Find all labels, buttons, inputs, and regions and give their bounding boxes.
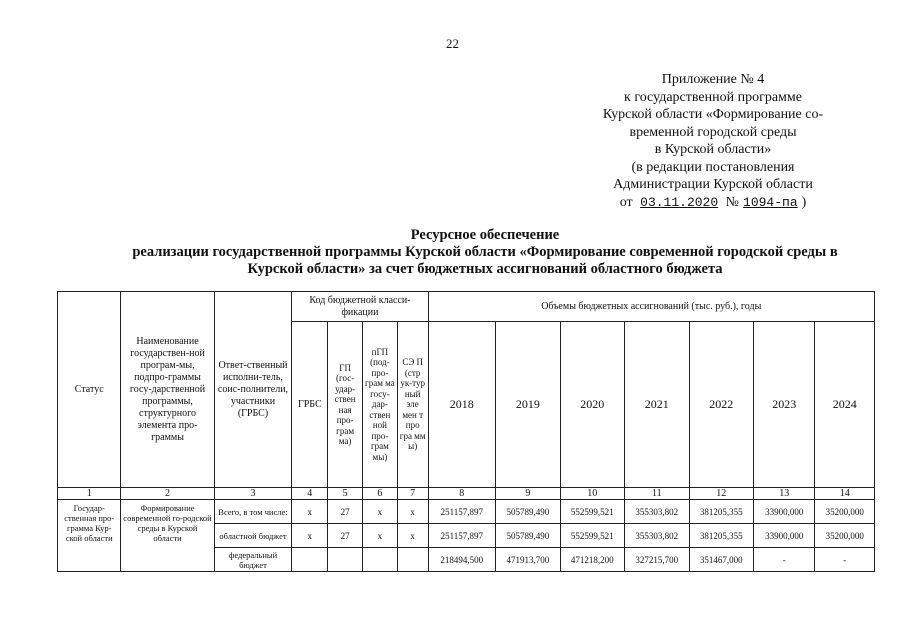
column-number: 1 bbox=[58, 488, 121, 500]
column-number: 14 bbox=[815, 488, 875, 500]
column-number: 7 bbox=[397, 488, 428, 500]
sep-cell bbox=[397, 548, 428, 572]
value-cell: 471913,700 bbox=[496, 548, 560, 572]
appendix-header bbox=[548, 71, 878, 211]
table-row bbox=[58, 500, 875, 524]
grbs-cell bbox=[292, 548, 328, 572]
appendix-line: Приложение № 4 bbox=[661, 72, 765, 87]
column-number: 13 bbox=[754, 488, 815, 500]
value-cell: 355303,802 bbox=[625, 524, 689, 548]
value-cell: 381205,355 bbox=[689, 524, 753, 548]
column-number: 9 bbox=[496, 488, 560, 500]
resource-table bbox=[57, 291, 875, 572]
header-year: 2022 bbox=[689, 322, 753, 488]
sep-cell: х bbox=[397, 500, 428, 524]
title-line: реализации государственной программы Курской области «Формирование современной городской среды в bbox=[132, 244, 838, 260]
executor-cell: областной бюджет bbox=[214, 524, 292, 548]
appendix-line: временной городской среды bbox=[629, 124, 797, 140]
grbs-cell: х bbox=[292, 500, 328, 524]
column-number: 12 bbox=[689, 488, 753, 500]
header-volumes: Объемы бюджетных ассигнований (тыс. руб.), годы bbox=[428, 292, 874, 322]
column-number: 4 bbox=[292, 488, 328, 500]
header-year: 2024 bbox=[815, 322, 875, 488]
program-name-cell: Формирование современной го-родской среды в Курской области bbox=[121, 500, 214, 572]
closing-paren: ) bbox=[801, 194, 807, 210]
value-cell: 218494,500 bbox=[428, 548, 496, 572]
value-cell: 251157,897 bbox=[428, 500, 496, 524]
header-status: Статус bbox=[58, 292, 121, 488]
value-cell: 35200,000 bbox=[815, 524, 875, 548]
value-cell: 35200,000 bbox=[815, 500, 875, 524]
header-name: Наименование государствен-ной програм-мы, подпро-граммы госу-дарственной программы, структурного элемента про-граммы bbox=[121, 292, 214, 488]
value-cell: 327215,700 bbox=[625, 548, 689, 572]
value-cell: 33900,000 bbox=[754, 500, 815, 524]
column-number: 3 bbox=[214, 488, 292, 500]
value-cell: - bbox=[815, 548, 875, 572]
header-sep: СЭ П (стр ук-тур ный эле мен т про гра мм ы) bbox=[397, 322, 428, 488]
resolution-number: 1094-па bbox=[743, 194, 798, 210]
column-number-row bbox=[58, 488, 875, 500]
value-cell: 351467,000 bbox=[689, 548, 753, 572]
header-grbs: ГРБС bbox=[292, 322, 328, 488]
value-cell: 505789,490 bbox=[496, 524, 560, 548]
executor-cell: Всего, в том числе: bbox=[214, 500, 292, 524]
pgp-cell: х bbox=[363, 524, 398, 548]
gp-cell bbox=[328, 548, 363, 572]
gp-cell: 27 bbox=[328, 524, 363, 548]
value-cell: 381205,355 bbox=[689, 500, 753, 524]
executor-cell: федеральный бюджет bbox=[214, 548, 292, 572]
value-cell: 471218,200 bbox=[560, 548, 624, 572]
resolution-date: 03.11.2020 bbox=[640, 194, 719, 210]
grbs-cell: х bbox=[292, 524, 328, 548]
header-pgp: пГП (под-про-грам ма госу-дар-ствен ной про-грам мы) bbox=[363, 322, 398, 488]
header-budget-code: Код бюджетной класси-фикации bbox=[292, 292, 428, 322]
appendix-line: к государственной программе bbox=[624, 89, 802, 105]
header-gp: ГП (гос-удар-ствен ная про-грам ма) bbox=[328, 322, 363, 488]
value-cell: 505789,490 bbox=[496, 500, 560, 524]
column-number: 5 bbox=[328, 488, 363, 500]
pgp-cell: х bbox=[363, 500, 398, 524]
status-cell: Государ-ственная про-грамма Кур-ской области bbox=[58, 500, 121, 572]
appendix-line: в Курской области» bbox=[654, 142, 772, 157]
value-cell: 355303,802 bbox=[625, 500, 689, 524]
title-line: Ресурсное обеспечение bbox=[410, 227, 560, 243]
column-number: 10 bbox=[560, 488, 624, 500]
value-cell: 552599,521 bbox=[560, 524, 624, 548]
header-year: 2021 bbox=[625, 322, 689, 488]
sep-cell: х bbox=[397, 524, 428, 548]
column-number: 2 bbox=[121, 488, 214, 500]
appendix-line: (в редакции постановления bbox=[631, 159, 795, 175]
column-number: 8 bbox=[428, 488, 496, 500]
appendix-line: Курской области «Формирование со- bbox=[602, 107, 824, 122]
pgp-cell bbox=[363, 548, 398, 572]
appendix-date-line bbox=[548, 194, 878, 212]
appendix-line: Администрации Курской области bbox=[613, 177, 813, 192]
title-line: Курской области» за счет бюджетных ассигнований областного бюджета bbox=[247, 261, 723, 277]
value-cell: 552599,521 bbox=[560, 500, 624, 524]
column-number: 6 bbox=[363, 488, 398, 500]
column-number: 11 bbox=[625, 488, 689, 500]
gp-cell: 27 bbox=[328, 500, 363, 524]
number-prefix: № bbox=[725, 194, 740, 210]
value-cell: 33900,000 bbox=[754, 524, 815, 548]
value-cell: 251157,897 bbox=[428, 524, 496, 548]
header-year: 2020 bbox=[560, 322, 624, 488]
header-year: 2018 bbox=[428, 322, 496, 488]
header-year: 2019 bbox=[496, 322, 560, 488]
value-cell: - bbox=[754, 548, 815, 572]
page-number: 22 bbox=[446, 36, 459, 51]
header-year: 2023 bbox=[754, 322, 815, 488]
document-title bbox=[100, 227, 870, 278]
date-prefix: от bbox=[619, 194, 633, 210]
header-executor: Ответ-ственный исполни-тель, соис-полнители, участники (ГРБС) bbox=[214, 292, 292, 488]
